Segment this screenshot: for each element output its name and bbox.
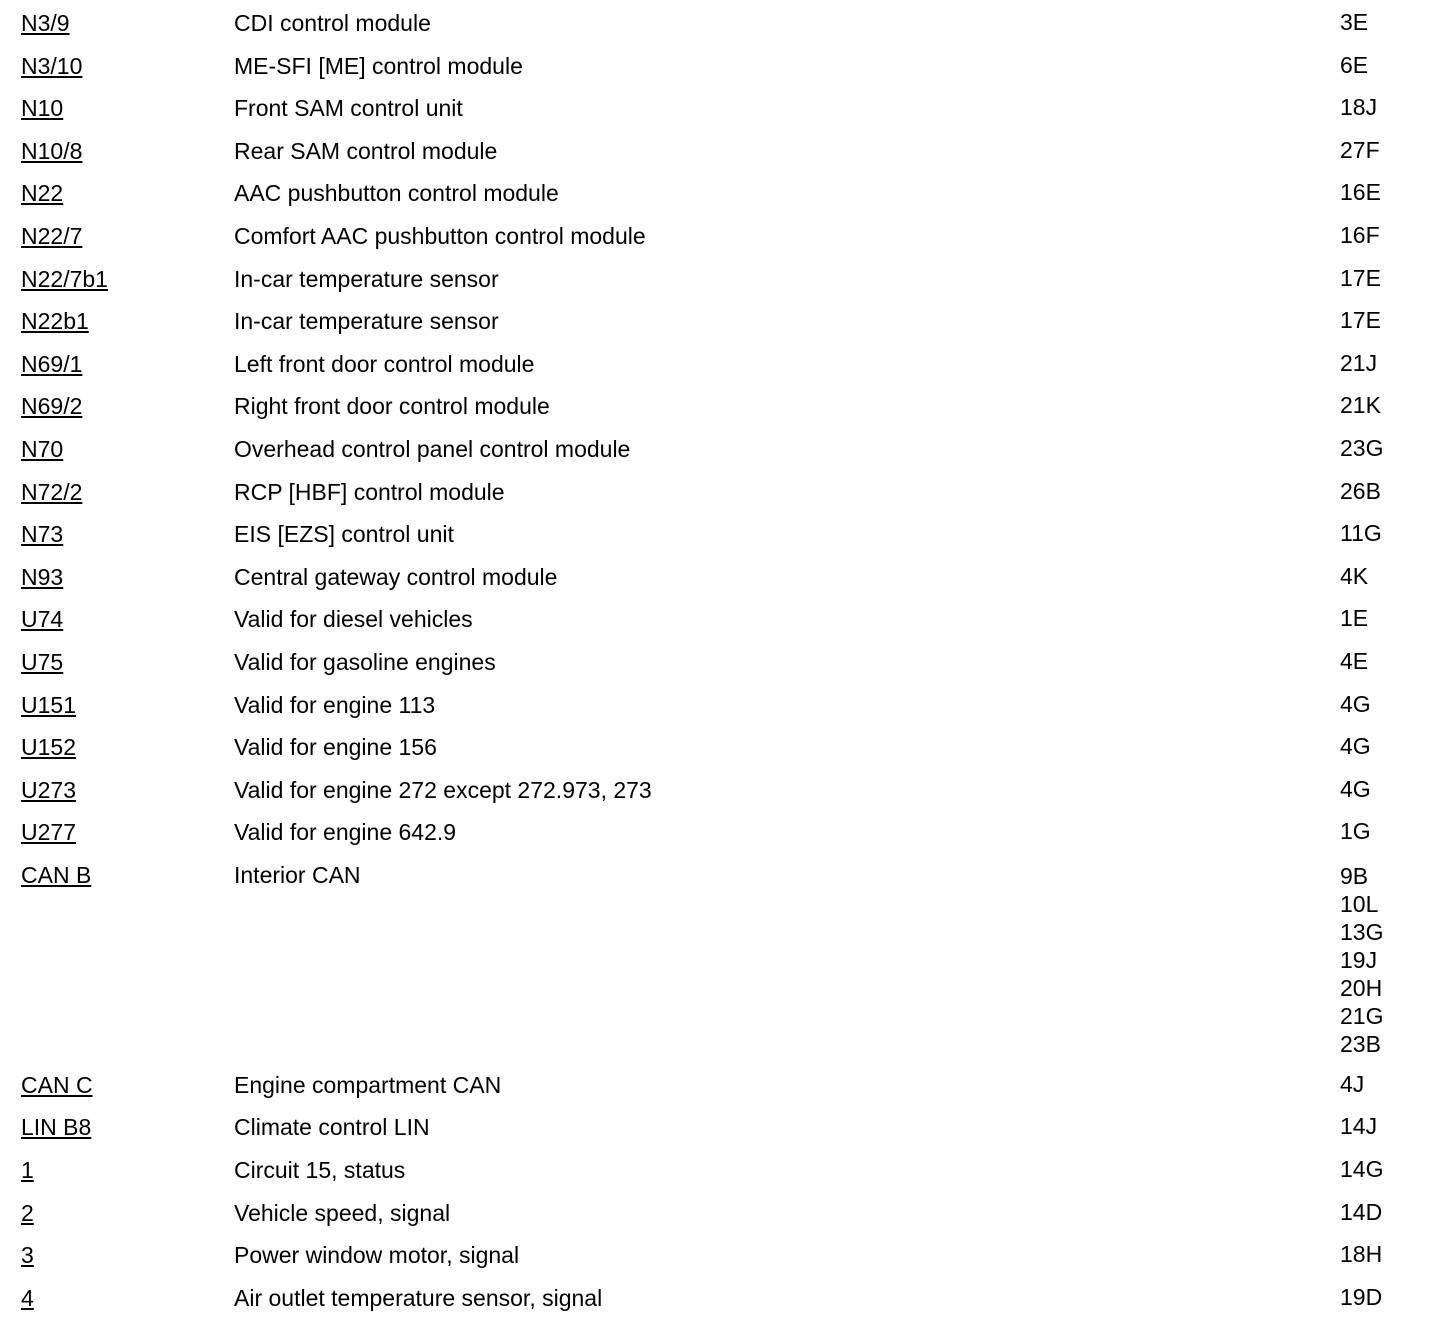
- component-description: Engine compartment CAN: [234, 1071, 502, 1098]
- component-code-link[interactable]: N69/2: [21, 393, 83, 420]
- legend-row: [0, 519, 1440, 562]
- grid-reference: 20H: [1340, 974, 1383, 1001]
- grid-reference: 18H: [1340, 1241, 1383, 1268]
- component-description: In-car temperature sensor: [234, 308, 499, 335]
- grid-reference: 1G: [1340, 818, 1371, 845]
- grid-reference-list: [1340, 479, 1381, 507]
- grid-reference-list: [1340, 1072, 1364, 1100]
- grid-reference: 27F: [1340, 136, 1380, 163]
- component-code-link[interactable]: 3: [21, 1242, 34, 1269]
- component-code-link[interactable]: N22: [21, 180, 64, 207]
- component-description: Circuit 15, status: [234, 1157, 406, 1184]
- grid-reference: 9B: [1340, 862, 1369, 889]
- grid-reference-list: [1340, 436, 1383, 464]
- grid-reference-list: [1340, 393, 1381, 421]
- grid-reference: 14J: [1340, 1113, 1378, 1140]
- grid-reference-list: [1340, 564, 1368, 592]
- grid-reference-list: [1340, 138, 1380, 166]
- grid-reference-list: [1340, 734, 1371, 762]
- legend-row: [0, 349, 1440, 392]
- grid-reference: 16F: [1340, 221, 1380, 248]
- legend-row: [0, 604, 1440, 647]
- component-description: Valid for diesel vehicles: [234, 606, 473, 633]
- component-code-link[interactable]: LIN B8: [21, 1114, 92, 1141]
- grid-reference: 4E: [1340, 647, 1369, 674]
- component-description: ME-SFI [ME] control module: [234, 52, 523, 79]
- legend-row: [0, 221, 1440, 264]
- component-description: Air outlet temperature sensor, signal: [234, 1284, 603, 1311]
- component-code-link[interactable]: N3/10: [21, 52, 83, 79]
- grid-reference-list: [1340, 692, 1371, 720]
- component-description: Power window motor, signal: [234, 1242, 520, 1269]
- component-code-link[interactable]: N72/2: [21, 478, 83, 505]
- legend-row: [0, 1112, 1440, 1155]
- component-code-link[interactable]: U151: [21, 691, 76, 718]
- component-description: EIS [EZS] control unit: [234, 521, 454, 548]
- grid-reference-list: [1340, 180, 1381, 208]
- grid-reference: 21K: [1340, 392, 1381, 419]
- grid-reference: 3E: [1340, 9, 1369, 35]
- legend-row: [0, 93, 1440, 136]
- component-description: Overhead control panel control module: [234, 435, 631, 462]
- grid-reference: 17E: [1340, 264, 1381, 291]
- component-code-link[interactable]: CAN C: [21, 1071, 93, 1098]
- legend-row: [0, 8, 1440, 51]
- component-code-link[interactable]: U273: [21, 776, 76, 803]
- grid-reference-list: [1340, 10, 1368, 38]
- component-code-link[interactable]: N73: [21, 521, 64, 548]
- grid-reference-list: [1340, 1114, 1377, 1142]
- component-code-link[interactable]: U74: [21, 606, 64, 633]
- grid-reference: 11G: [1340, 520, 1382, 547]
- component-code-link[interactable]: 2: [21, 1199, 34, 1226]
- component-code-link[interactable]: N93: [21, 563, 64, 590]
- legend-row: [0, 51, 1440, 94]
- legend-row: [0, 306, 1440, 349]
- component-code-link[interactable]: N22/7b1: [21, 265, 108, 292]
- legend-row: [0, 1070, 1440, 1113]
- legend-row: [0, 264, 1440, 307]
- legend-row: [0, 562, 1440, 605]
- component-description: Comfort AAC pushbutton control module: [234, 222, 646, 249]
- legend-row: [0, 690, 1440, 733]
- grid-reference-list: [1340, 53, 1368, 81]
- grid-reference-list: [1340, 1157, 1383, 1185]
- legend-row: [0, 178, 1440, 221]
- component-code-link[interactable]: N10: [21, 95, 64, 122]
- component-description: Central gateway control module: [234, 563, 558, 590]
- grid-reference-list: [1340, 308, 1381, 336]
- component-description: Valid for engine 156: [234, 734, 437, 761]
- component-code-link[interactable]: N10/8: [21, 137, 83, 164]
- component-description: Front SAM control unit: [234, 95, 463, 122]
- grid-reference: 4G: [1340, 775, 1371, 802]
- component-code-link[interactable]: N69/1: [21, 350, 83, 377]
- grid-reference: 23B: [1340, 1030, 1381, 1057]
- component-code-link[interactable]: CAN B: [21, 861, 92, 888]
- component-code-link[interactable]: N3/9: [21, 10, 70, 36]
- component-code-link[interactable]: U277: [21, 819, 76, 846]
- grid-reference-list: [1340, 819, 1371, 847]
- grid-reference: 26B: [1340, 477, 1381, 504]
- component-description: Right front door control module: [234, 393, 550, 420]
- legend-row: [0, 1155, 1440, 1198]
- legend-row: [0, 136, 1440, 179]
- grid-reference: 4G: [1340, 733, 1371, 760]
- grid-reference-list: [1340, 351, 1377, 379]
- grid-reference: 14D: [1340, 1198, 1383, 1225]
- component-code-link[interactable]: 4: [21, 1284, 34, 1311]
- grid-reference: 16E: [1340, 179, 1381, 206]
- grid-reference: 4G: [1340, 690, 1371, 717]
- grid-reference-list: [1340, 266, 1381, 294]
- grid-reference: 17E: [1340, 307, 1381, 334]
- legend-row: [0, 817, 1440, 860]
- component-description: Valid for engine 642.9: [234, 819, 457, 846]
- component-description: Valid for engine 113: [234, 691, 436, 718]
- legend-row: [0, 1240, 1440, 1283]
- grid-reference: 18J: [1340, 94, 1378, 121]
- component-code-link[interactable]: N22b1: [21, 308, 89, 335]
- grid-reference: 19J: [1340, 946, 1378, 973]
- legend-row: [0, 434, 1440, 477]
- grid-reference: 14G: [1340, 1156, 1384, 1183]
- legend-row: [0, 647, 1440, 690]
- component-code-link[interactable]: 1: [21, 1157, 34, 1184]
- component-description: Valid for engine 272 except 272.973, 273: [234, 776, 652, 803]
- grid-reference: 4J: [1340, 1070, 1365, 1097]
- component-code-link[interactable]: N70: [21, 435, 64, 462]
- component-description: In-car temperature sensor: [234, 265, 499, 292]
- component-description: CDI control module: [234, 10, 431, 36]
- legend-row: [0, 1283, 1440, 1325]
- grid-reference: 13G: [1340, 918, 1384, 945]
- component-description: RCP [HBF] control module: [234, 478, 505, 505]
- legend-row: [0, 775, 1440, 818]
- legend-row: [0, 477, 1440, 520]
- grid-reference: 6E: [1340, 51, 1369, 78]
- component-description: Vehicle speed, signal: [234, 1199, 451, 1226]
- grid-reference-list: [1340, 1242, 1382, 1270]
- component-description: AAC pushbutton control module: [234, 180, 559, 207]
- grid-reference-list: [1340, 606, 1368, 634]
- component-description: Interior CAN: [234, 861, 361, 888]
- grid-reference-list: [1340, 1200, 1382, 1228]
- component-description: Rear SAM control module: [234, 137, 498, 164]
- legend-row: [0, 732, 1440, 775]
- legend-row: [0, 391, 1440, 434]
- grid-reference-list: [1340, 862, 1383, 1058]
- component-description: Left front door control module: [234, 350, 535, 377]
- grid-reference-list: [1340, 777, 1371, 805]
- grid-reference: 19D: [1340, 1283, 1383, 1310]
- grid-reference: 21J: [1340, 349, 1378, 376]
- grid-reference: 4K: [1340, 562, 1369, 589]
- grid-reference: 10L: [1340, 890, 1379, 917]
- component-code-link[interactable]: N22/7: [21, 222, 83, 249]
- grid-reference: 21G: [1340, 1002, 1384, 1029]
- grid-reference-list: [1340, 223, 1380, 251]
- grid-reference-list: [1340, 95, 1377, 123]
- component-description: Valid for gasoline engines: [234, 648, 496, 675]
- grid-reference: 1E: [1340, 605, 1369, 632]
- component-code-link[interactable]: U75: [21, 648, 64, 675]
- legend-row: [0, 1198, 1440, 1241]
- grid-reference-list: [1340, 649, 1368, 677]
- grid-reference-list: [1340, 521, 1382, 549]
- grid-reference-list: [1340, 1285, 1382, 1313]
- legend-row: [0, 860, 1440, 1070]
- component-description: Climate control LIN: [234, 1114, 430, 1141]
- grid-reference: 23G: [1340, 434, 1384, 461]
- component-code-link[interactable]: U152: [21, 734, 76, 761]
